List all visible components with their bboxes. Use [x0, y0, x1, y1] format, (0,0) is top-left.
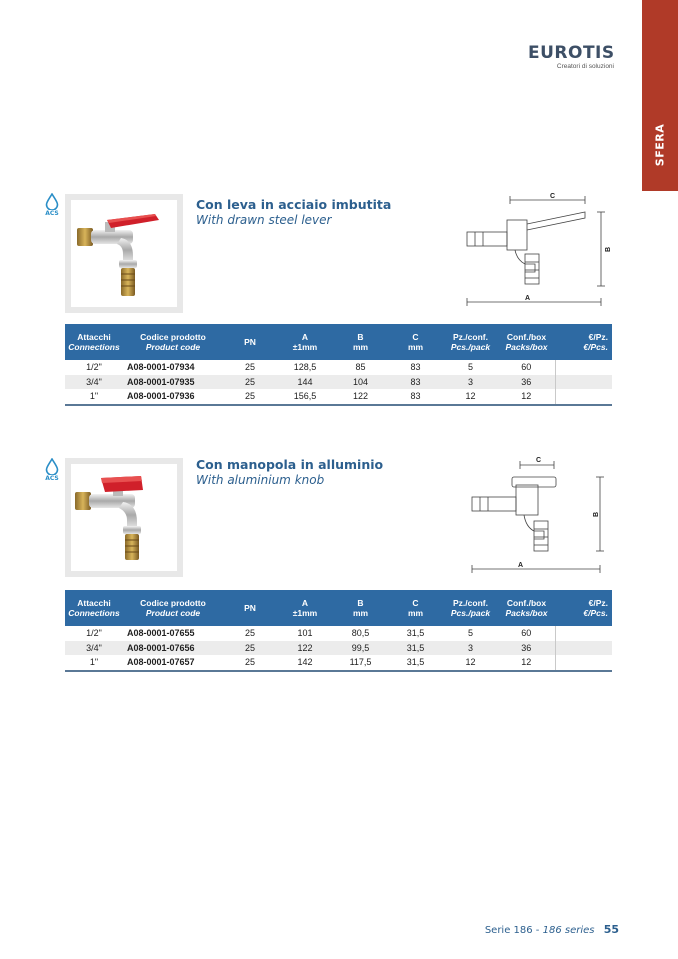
brand-tagline: Creatori di soluzioni: [556, 63, 614, 70]
product-title-it: Con manopola in alluminio: [196, 457, 384, 472]
table-row: [65, 641, 612, 656]
col-pn: PN: [223, 590, 277, 626]
cell-packs-box: 36: [498, 641, 555, 656]
dim-label-c: C: [550, 193, 556, 200]
cell-product-code: A08-0001-07935: [123, 375, 223, 390]
table-row: [65, 626, 612, 641]
col-price: €/Pz. €/Pcs.: [555, 590, 612, 626]
brand-logo: [528, 44, 614, 71]
category-side-tab: [642, 0, 678, 191]
series-label-it: Serie 186 -: [484, 925, 540, 936]
cell-a: 101: [297, 628, 313, 638]
col-b: B mm: [333, 324, 388, 360]
cell-pn: 25: [223, 641, 277, 656]
product-title-en: With aluminium knob: [196, 473, 325, 487]
cell-pcs-pack: 12: [443, 655, 498, 671]
cell-a: 122: [277, 641, 333, 656]
cell-pn: 25: [223, 389, 277, 405]
product-photo: [71, 200, 177, 307]
acs-label: ACS: [45, 475, 59, 482]
col-b: B mm: [333, 590, 388, 626]
cell-a: 128,5: [293, 362, 317, 372]
product-photo: [71, 464, 177, 571]
cell-b: 85: [355, 362, 366, 372]
col-connections: Attacchi Connections: [65, 324, 123, 360]
product-photo-frame: [65, 458, 183, 577]
dim-label-c: C: [536, 457, 542, 464]
series-label-en: 186 series: [542, 925, 595, 936]
cell-packs-box: 12: [498, 389, 555, 405]
cell-b: 122: [333, 389, 388, 405]
acs-badge: [42, 458, 62, 483]
cell-pn: 25: [244, 628, 255, 638]
cell-packs-box: 60: [521, 362, 532, 372]
cell-b: 99,5: [333, 641, 388, 656]
cell-pn: 25: [223, 655, 277, 671]
product-title-it: Con leva in acciaio imbutita: [196, 197, 392, 212]
dim-label-a: A: [525, 295, 531, 302]
ball-tap-knob-photo: [71, 464, 177, 571]
cell-c: 83: [410, 362, 421, 372]
col-c: C mm: [388, 324, 443, 360]
col-pn: PN: [223, 324, 277, 360]
cell-packs-box: 36: [498, 375, 555, 390]
col-packs-box: Conf./box Packs/box: [498, 324, 555, 360]
dim-label-b: B: [605, 246, 612, 252]
table-row: [65, 655, 612, 671]
water-drop-icon: [45, 458, 59, 475]
table-header-row: [65, 590, 612, 626]
cell-c: 83: [388, 389, 443, 405]
col-pcs-pack: Pz./conf. Pcs./pack: [443, 324, 498, 360]
cell-price: [555, 375, 612, 390]
cell-price: [555, 360, 612, 375]
water-drop-icon: [45, 193, 59, 210]
col-packs-box: Conf./box Packs/box: [498, 590, 555, 626]
cell-product-code: A08-0001-07657: [123, 655, 223, 671]
cell-price: [555, 641, 612, 656]
table-header-row: [65, 324, 612, 360]
col-price: €/Pz. €/Pcs.: [555, 324, 612, 360]
cell-connection: 1": [65, 655, 123, 671]
cell-pcs-pack: 3: [443, 641, 498, 656]
col-c: C mm: [388, 590, 443, 626]
cell-product-code: A08-0001-07655: [127, 628, 195, 638]
cell-connection: 3/4": [65, 375, 123, 390]
cell-packs-box: 12: [498, 655, 555, 671]
cell-packs-box: 60: [521, 628, 532, 638]
brand-name: EUROTIS: [528, 43, 615, 63]
cell-pcs-pack: 5: [467, 362, 473, 372]
cell-price: [555, 389, 612, 405]
cell-pcs-pack: 3: [443, 375, 498, 390]
col-product-code: Codice prodotto Product code: [123, 324, 223, 360]
product-spec-table: [65, 324, 612, 406]
cell-c: 31,5: [406, 628, 425, 638]
technical-drawing: [455, 190, 615, 308]
dim-label-a: A: [518, 562, 524, 569]
cell-pcs-pack: 5: [467, 628, 473, 638]
product-photo-frame: [65, 194, 183, 313]
col-a: A ±1mm: [277, 590, 333, 626]
col-product-code: Codice prodotto Product code: [123, 590, 223, 626]
cell-a: 142: [277, 655, 333, 671]
ball-tap-lever-photo: [71, 200, 177, 307]
category-label: SFERA: [653, 123, 667, 167]
table-row: [65, 360, 612, 375]
table-row: [65, 389, 612, 405]
cell-pn: 25: [244, 362, 255, 372]
cell-product-code: A08-0001-07656: [123, 641, 223, 656]
product-title-en: With drawn steel lever: [196, 213, 332, 227]
cell-price: [555, 655, 612, 671]
dim-label-b: B: [593, 511, 600, 517]
cell-connection: 1/2": [86, 362, 102, 372]
cell-c: 83: [388, 375, 443, 390]
cell-b: 117,5: [333, 655, 388, 671]
cell-c: 31,5: [388, 655, 443, 671]
cell-price: [555, 626, 612, 641]
cell-product-code: A08-0001-07936: [123, 389, 223, 405]
cell-b: 80,5: [351, 628, 370, 638]
product-spec-table: [65, 590, 612, 672]
cell-b: 104: [333, 375, 388, 390]
cell-connection: 3/4": [65, 641, 123, 656]
cell-pn: 25: [223, 375, 277, 390]
cell-a: 144: [277, 375, 333, 390]
cell-c: 31,5: [388, 641, 443, 656]
acs-label: ACS: [45, 210, 59, 217]
technical-drawing: [462, 455, 614, 575]
page-footer: [485, 923, 619, 936]
cell-connection: 1": [65, 389, 123, 405]
cell-pcs-pack: 12: [443, 389, 498, 405]
col-pcs-pack: Pz./conf. Pcs./pack: [443, 590, 498, 626]
cell-product-code: A08-0001-07934: [127, 362, 195, 372]
cell-a: 156,5: [277, 389, 333, 405]
acs-badge: [42, 193, 62, 218]
table-row: [65, 375, 612, 390]
col-a: A ±1mm: [277, 324, 333, 360]
cell-connection: 1/2": [86, 628, 102, 638]
col-connections: Attacchi Connections: [65, 590, 123, 626]
page-number: 55: [603, 923, 619, 936]
